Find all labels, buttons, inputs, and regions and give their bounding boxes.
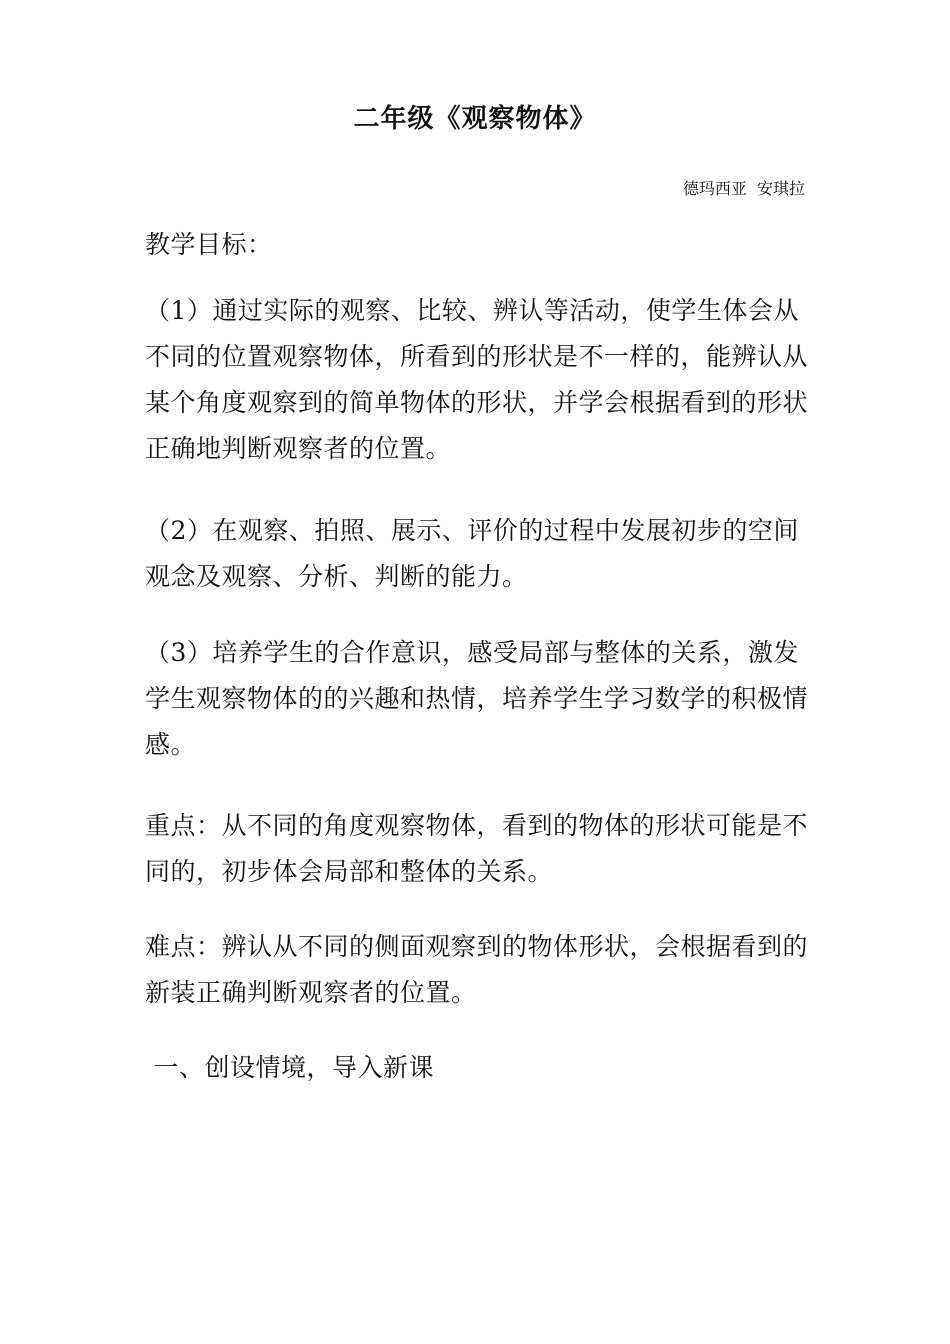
goal-1-line: （1）通过实际的观察、比较、辨认等活动，使学生体会从 (145, 296, 799, 325)
goal-3-line: 感。 (145, 730, 197, 759)
objectives-heading-text: 教学目标： (145, 230, 273, 259)
goal-3-line: 学生观察物体的的兴趣和热情，培养学生学习数学的积极情 (145, 684, 809, 713)
section-heading-1-text: 一、创设情境，导入新课 (145, 1053, 434, 1082)
goal-2-paragraph (145, 508, 810, 600)
key-point-line: 同的，初步体会局部和整体的关系。 (145, 857, 554, 886)
section-heading-1 (145, 1045, 810, 1091)
author-line: 德玛西亚 安琪拉 (682, 179, 805, 198)
goal-1-line: 不同的位置观察物体，所看到的形状是不一样的，能辨认从 (145, 342, 809, 371)
goal-1-line: 某个角度观察到的简单物体的形状，并学会根据看到的形状 (145, 388, 809, 417)
document-title: 二年级《观察物体》 (353, 104, 597, 134)
goal-1-line: 正确地判断观察者的位置。 (145, 434, 452, 463)
goal-3-line: （3）培养学生的合作意识，感受局部与整体的关系，激发 (145, 638, 799, 667)
goal-1-paragraph (145, 288, 810, 472)
goal-2-line: （2）在观察、拍照、展示、评价的过程中发展初步的空间 (145, 516, 799, 545)
key-point-paragraph (145, 803, 810, 895)
objectives-heading (145, 222, 810, 268)
difficulty-paragraph (145, 924, 810, 1016)
goal-3-paragraph (145, 630, 810, 768)
difficulty-line: 难点：辨认从不同的侧面观察到的物体形状，会根据看到的 (145, 932, 809, 961)
key-point-line: 重点：从不同的角度观察物体，看到的物体的形状可能是不 (145, 811, 809, 840)
difficulty-line: 新装正确判断观察者的位置。 (145, 978, 477, 1007)
goal-2-line: 观念及观察、分析、判断的能力。 (145, 562, 528, 591)
